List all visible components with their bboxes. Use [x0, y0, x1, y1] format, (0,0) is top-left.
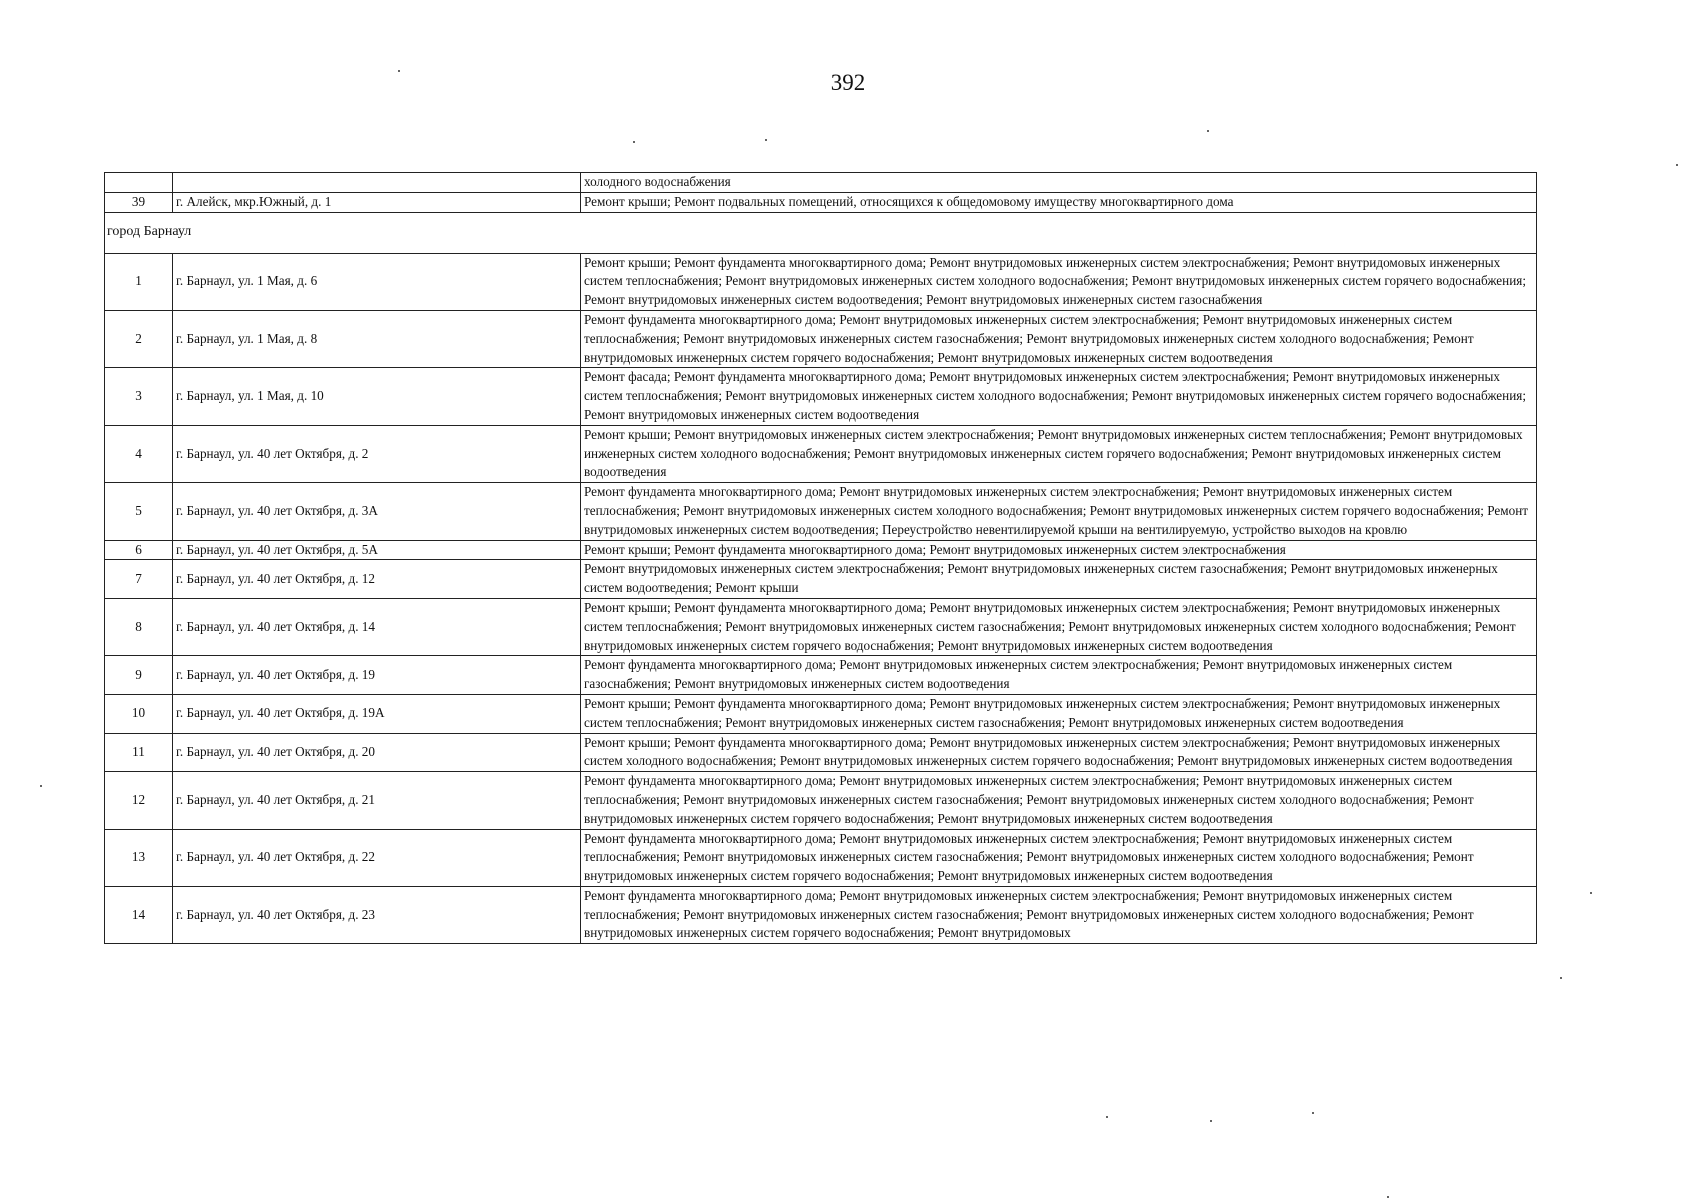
address-cell: г. Барнаул, ул. 40 лет Октября, д. 22	[173, 829, 581, 886]
work-list-cell: Ремонт крыши; Ремонт фундамента многоквартирного дома; Ремонт внутридомовых инженерных систем электроснабжения; Ремонт внутридомовых инженерных систем теплоснабжения; Ремонт внутридомовых инженерных систем холодного водоснабжения; Ремонт внутридомовых инженерных систем горячего водоснабжения; Ремонт внутридомовых инженерных систем водоотведения; Ремонт внутридомовых инженерных систем газоснабжения	[581, 253, 1537, 310]
scan-speck	[1210, 1120, 1212, 1122]
work-list-cell: Ремонт крыши; Ремонт подвальных помещений, относящихся к общедомовому имуществу многоквартирного дома	[581, 192, 1537, 212]
work-list-cell: Ремонт крыши; Ремонт фундамента многоквартирного дома; Ремонт внутридомовых инженерных систем электроснабжения; Ремонт внутридомовых инженерных систем холодного водоснабжения; Ремонт внутридомовых инженерных систем горячего водоснабжения; Ремонт внутридомовых инженерных систем водоотведения	[581, 733, 1537, 772]
section-title: город Барнаул	[105, 212, 1537, 253]
table-row	[105, 598, 1537, 655]
table-body	[105, 173, 1537, 944]
address-cell: г. Барнаул, ул. 40 лет Октября, д. 19	[173, 656, 581, 695]
address-cell: г. Барнаул, ул. 1 Мая, д. 8	[173, 310, 581, 367]
row-number-cell: 3	[105, 368, 173, 425]
row-number-cell: 11	[105, 733, 173, 772]
work-list-cell: Ремонт крыши; Ремонт фундамента многоквартирного дома; Ремонт внутридомовых инженерных систем электроснабжения; Ремонт внутридомовых инженерных систем теплоснабжения; Ремонт внутридомовых инженерных систем газоснабжения; Ремонт внутридомовых инженерных систем водоотведения	[581, 694, 1537, 733]
row-number-cell: 2	[105, 310, 173, 367]
scan-speck	[1676, 164, 1678, 166]
page-number: 392	[830, 70, 866, 95]
work-list-cell: Ремонт фасада; Ремонт фундамента многоквартирного дома; Ремонт внутридомовых инженерных систем электроснабжения; Ремонт внутридомовых инженерных систем теплоснабжения; Ремонт внутридомовых инженерных систем холодного водоснабжения; Ремонт внутридомовых инженерных систем горячего водоснабжения; Ремонт внутридомовых инженерных систем водоотведения	[581, 368, 1537, 425]
row-number-cell: 4	[105, 425, 173, 482]
table-row	[105, 368, 1537, 425]
address-cell: г. Барнаул, ул. 1 Мая, д. 6	[173, 253, 581, 310]
table-row	[105, 483, 1537, 540]
work-list-cell: Ремонт крыши; Ремонт внутридомовых инженерных систем электроснабжения; Ремонт внутридомовых инженерных систем теплоснабжения; Ремонт внутридомовых инженерных систем холодного водоснабжения; Ремонт внутридомовых инженерных систем горячего водоснабжения; Ремонт внутридомовых инженерных систем водоотведения	[581, 425, 1537, 482]
table-row	[105, 540, 1537, 560]
row-number-cell: 39	[105, 192, 173, 212]
address-cell	[173, 173, 581, 193]
work-list-cell: Ремонт фундамента многоквартирного дома; Ремонт внутридомовых инженерных систем электроснабжения; Ремонт внутридомовых инженерных систем теплоснабжения; Ремонт внутридомовых инженерных систем газоснабжения; Ремонт внутридомовых инженерных систем холодного водоснабжения; Ремонт внутридомовых инженерных систем горячего водоснабжения; Ремонт внутридомовых инженерных систем водоотведения	[581, 310, 1537, 367]
address-cell: г. Барнаул, ул. 40 лет Октября, д. 20	[173, 733, 581, 772]
table-row	[105, 656, 1537, 695]
table-row	[105, 192, 1537, 212]
scan-speck	[398, 70, 400, 72]
repair-register-table	[104, 172, 1537, 944]
row-number-cell: 8	[105, 598, 173, 655]
row-number-cell: 1	[105, 253, 173, 310]
address-cell: г. Барнаул, ул. 40 лет Октября, д. 23	[173, 886, 581, 943]
row-number-cell: 10	[105, 694, 173, 733]
address-cell: г. Барнаул, ул. 40 лет Октября, д. 2	[173, 425, 581, 482]
table-row	[105, 560, 1537, 599]
table-row	[105, 886, 1537, 943]
address-cell: г. Алейск, мкр.Южный, д. 1	[173, 192, 581, 212]
scan-speck	[1106, 1116, 1108, 1118]
scan-speck	[1560, 977, 1562, 979]
continuation-row	[105, 173, 1537, 193]
work-list-cell: Ремонт фундамента многоквартирного дома; Ремонт внутридомовых инженерных систем электроснабжения; Ремонт внутридомовых инженерных систем теплоснабжения; Ремонт внутридомовых инженерных систем газоснабжения; Ремонт внутридомовых инженерных систем холодного водоснабжения; Ремонт внутридомовых инженерных систем горячего водоснабжения; Ремонт внутридомовых	[581, 886, 1537, 943]
row-number-cell: 7	[105, 560, 173, 599]
work-list-cell: Ремонт крыши; Ремонт фундамента многоквартирного дома; Ремонт внутридомовых инженерных систем электроснабжения	[581, 540, 1537, 560]
work-list-cell: Ремонт фундамента многоквартирного дома; Ремонт внутридомовых инженерных систем электроснабжения; Ремонт внутридомовых инженерных систем теплоснабжения; Ремонт внутридомовых инженерных систем холодного водоснабжения; Ремонт внутридомовых инженерных систем горячего водоснабжения; Ремонт внутридомовых инженерных систем водоотведения; Переустройство невентилируемой крыши на вентилируемую, устройство выходов на кровлю	[581, 483, 1537, 540]
address-cell: г. Барнаул, ул. 40 лет Октября, д. 12	[173, 560, 581, 599]
table-row	[105, 425, 1537, 482]
section-header-row	[105, 212, 1537, 253]
work-list-cell: холодного водоснабжения	[581, 173, 1537, 193]
row-number-cell: 5	[105, 483, 173, 540]
table-row	[105, 310, 1537, 367]
row-number-cell	[105, 173, 173, 193]
row-number-cell: 13	[105, 829, 173, 886]
scan-speck	[765, 139, 767, 141]
work-list-cell: Ремонт крыши; Ремонт фундамента многоквартирного дома; Ремонт внутридомовых инженерных систем электроснабжения; Ремонт внутридомовых инженерных систем теплоснабжения; Ремонт внутридомовых инженерных систем газоснабжения; Ремонт внутридомовых инженерных систем холодного водоснабжения; Ремонт внутридомовых инженерных систем горячего водоснабжения; Ремонт внутридомовых инженерных систем водоотведения	[581, 598, 1537, 655]
scan-speck	[1590, 892, 1592, 894]
table-row	[105, 733, 1537, 772]
row-number-cell: 6	[105, 540, 173, 560]
address-cell: г. Барнаул, ул. 40 лет Октября, д. 19А	[173, 694, 581, 733]
row-number-cell: 14	[105, 886, 173, 943]
work-list-cell: Ремонт фундамента многоквартирного дома; Ремонт внутридомовых инженерных систем электроснабжения; Ремонт внутридомовых инженерных систем газоснабжения; Ремонт внутридомовых инженерных систем водоотведения	[581, 656, 1537, 695]
scan-speck	[1207, 130, 1209, 132]
address-cell: г. Барнаул, ул. 40 лет Октября, д. 21	[173, 772, 581, 829]
address-cell: г. Барнаул, ул. 40 лет Октября, д. 5А	[173, 540, 581, 560]
scan-speck	[1387, 1196, 1389, 1198]
address-cell: г. Барнаул, ул. 1 Мая, д. 10	[173, 368, 581, 425]
row-number-cell: 9	[105, 656, 173, 695]
work-list-cell: Ремонт фундамента многоквартирного дома; Ремонт внутридомовых инженерных систем электроснабжения; Ремонт внутридомовых инженерных систем теплоснабжения; Ремонт внутридомовых инженерных систем газоснабжения; Ремонт внутридомовых инженерных систем холодного водоснабжения; Ремонт внутридомовых инженерных систем горячего водоснабжения; Ремонт внутридомовых инженерных систем водоотведения	[581, 772, 1537, 829]
address-cell: г. Барнаул, ул. 40 лет Октября, д. 14	[173, 598, 581, 655]
work-list-cell: Ремонт фундамента многоквартирного дома; Ремонт внутридомовых инженерных систем электроснабжения; Ремонт внутридомовых инженерных систем теплоснабжения; Ремонт внутридомовых инженерных систем газоснабжения; Ремонт внутридомовых инженерных систем холодного водоснабжения; Ремонт внутридомовых инженерных систем горячего водоснабжения; Ремонт внутридомовых инженерных систем водоотведения	[581, 829, 1537, 886]
address-cell: г. Барнаул, ул. 40 лет Октября, д. 3А	[173, 483, 581, 540]
table-row	[105, 829, 1537, 886]
table-row	[105, 253, 1537, 310]
scan-speck	[1312, 1112, 1314, 1114]
row-number-cell: 12	[105, 772, 173, 829]
table-row	[105, 772, 1537, 829]
work-list-cell: Ремонт внутридомовых инженерных систем электроснабжения; Ремонт внутридомовых инженерных систем газоснабжения; Ремонт внутридомовых инженерных систем водоотведения; Ремонт крыши	[581, 560, 1537, 599]
table-row	[105, 694, 1537, 733]
scan-speck	[633, 141, 635, 143]
scan-speck	[40, 785, 42, 787]
